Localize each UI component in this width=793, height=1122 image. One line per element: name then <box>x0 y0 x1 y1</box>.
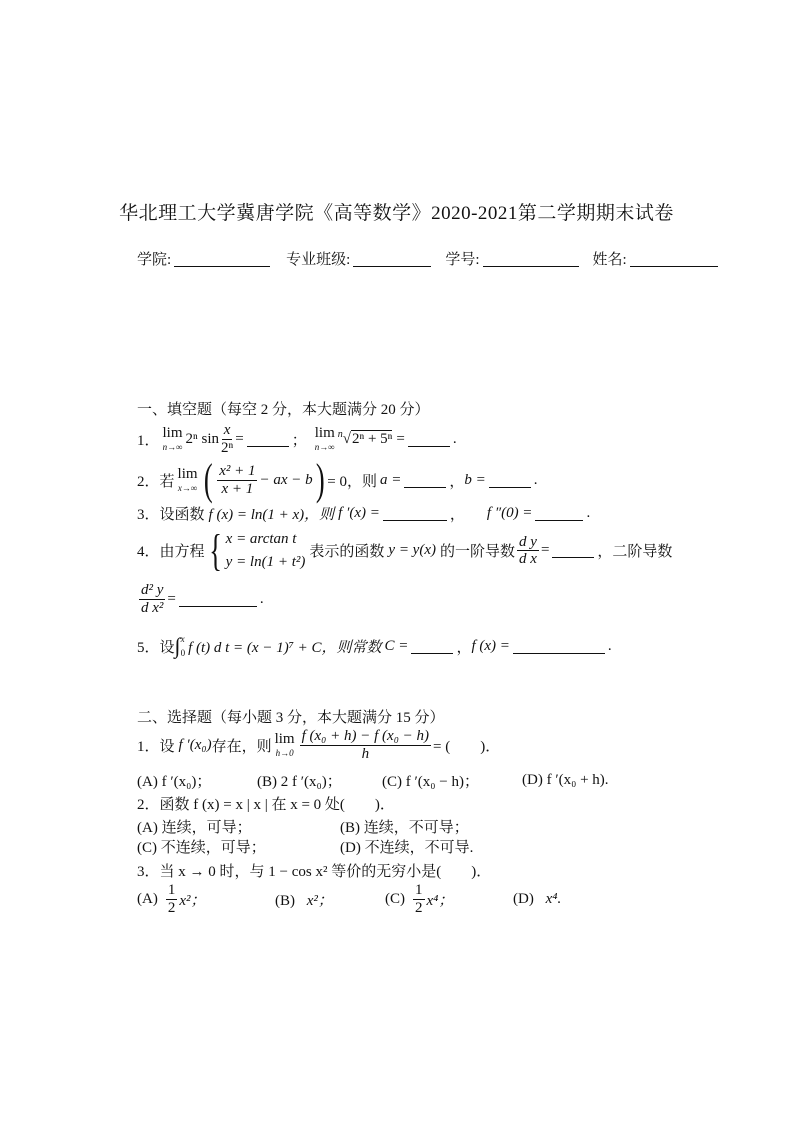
s1-question-3 <box>137 503 590 524</box>
upper-limit: x <box>180 634 185 644</box>
lim-text: lim <box>314 425 335 441</box>
lim-sub: n→∞ <box>314 442 335 452</box>
denominator: 2 <box>415 899 423 916</box>
denominator: d x² <box>141 599 164 616</box>
expression: x²； <box>179 892 206 909</box>
section1-heading: 一、填空题（每空 2 分，本大题满分 20 分） <box>137 402 430 418</box>
radicand: 2ⁿ + 5ⁿ <box>351 431 393 447</box>
limit <box>178 467 198 493</box>
equals: = <box>540 542 550 558</box>
lim-sub: h→0 <box>275 748 294 758</box>
fx-label: f (x) = <box>471 637 510 654</box>
text: 由方程 <box>159 544 205 560</box>
s1-question-5 <box>137 632 612 661</box>
option-a <box>137 882 275 916</box>
denominator: x + 1 <box>221 480 254 497</box>
expression: − ax − b <box>259 471 313 488</box>
equals: = <box>396 430 405 447</box>
option-a: (A) 连续，可导； <box>137 820 252 836</box>
text: = ( )． <box>433 738 501 755</box>
denominator: 2ⁿ <box>221 439 234 456</box>
text: 表示的函数 <box>309 544 385 560</box>
numerator: x² + 1 <box>219 463 256 479</box>
expression: f (x) = ln(1 + x)，则 <box>208 507 335 523</box>
text: 若 <box>159 473 175 490</box>
page-title: 华北理工大学冀唐学院《高等数学》2020-2021第二学期期末试卷 <box>119 203 674 224</box>
text: = 0，则 <box>327 473 378 490</box>
s2-q1-options <box>137 770 609 791</box>
left-paren: ( <box>203 455 213 504</box>
lim-sub: x→∞ <box>177 483 198 493</box>
option-label: (B) <box>275 892 295 909</box>
text: 设 <box>159 639 175 656</box>
integral-icon: ∫ <box>174 633 181 659</box>
lim-text: lim <box>177 466 198 482</box>
limit <box>163 426 183 452</box>
name-blank <box>630 250 718 267</box>
option-d: (D) 不连续，不可导. <box>340 840 474 856</box>
fraction <box>217 463 257 497</box>
option-c: (C) 不连续，可导； <box>137 840 266 856</box>
question-number: 5． <box>137 639 160 656</box>
expression: x⁴； <box>426 892 454 909</box>
option-b: (B) 连续，不可导； <box>340 820 469 836</box>
denominator: 2 <box>167 899 176 916</box>
fraction <box>413 882 425 916</box>
period: . <box>259 590 264 607</box>
option-b <box>275 889 385 910</box>
s2-q2-options-ab <box>137 816 469 837</box>
equation: x = arctan t <box>225 531 297 547</box>
answer-blank <box>179 592 257 607</box>
name-label: 姓名: <box>592 252 627 268</box>
answer-blank <box>247 432 289 447</box>
option-b: (B) 2 f ′(x₀)； <box>257 774 342 790</box>
lim-text: lim <box>274 731 295 747</box>
root-index: n <box>337 428 343 440</box>
expression: f ′(x) = <box>338 505 380 521</box>
student-info-row <box>137 248 721 269</box>
s2-question-3: 3．当 x → 0 时，与 1 − cos x² 等价的无穷小是( )． <box>137 864 492 880</box>
radical-icon: √ <box>342 430 351 447</box>
limit <box>315 426 335 452</box>
option-label: (D) <box>513 890 534 907</box>
question-number: 1． <box>137 432 160 449</box>
s1-question-1 <box>137 422 457 456</box>
equation: y = ln(1 + t²) <box>225 553 306 570</box>
lim-sub: n→∞ <box>162 442 183 452</box>
b-label: b = <box>464 471 486 488</box>
expression: x⁴. <box>545 890 562 907</box>
answer-blank <box>404 473 446 488</box>
numerator: f (x₀ + h) − f (x₀ − h) <box>301 728 430 744</box>
answer-blank <box>535 506 583 521</box>
expression: y = y(x) <box>388 542 436 558</box>
college-label: 学院: <box>137 252 172 268</box>
question-number: 2． <box>137 473 160 490</box>
denominator: d x <box>519 551 537 567</box>
expression: f (t) d t = (x − 1)⁷ + C，则常数 <box>188 639 382 656</box>
period: . <box>533 471 538 488</box>
period: . <box>452 430 457 447</box>
fraction <box>517 534 539 568</box>
fraction <box>221 422 233 456</box>
option-label: (A) <box>137 890 158 907</box>
separator: ， <box>449 473 465 490</box>
equation-system <box>226 528 306 573</box>
option-c: (C) f ′(x₀ − h)； <box>382 774 479 790</box>
lower-limit: 0 <box>180 648 186 659</box>
class-label: 专业班级: <box>286 252 351 268</box>
fraction <box>166 882 178 916</box>
fraction <box>300 728 431 762</box>
college-blank <box>174 250 270 267</box>
expression: 2ⁿ sin <box>185 430 220 447</box>
option-a: (A) f ′(x₀)； <box>137 774 212 790</box>
id-label: 学号: <box>445 252 480 268</box>
s2-question-1 <box>137 728 500 762</box>
s2-q3-options <box>137 882 561 916</box>
expression: x²； <box>306 892 333 909</box>
separator: ； <box>291 432 307 449</box>
answer-blank <box>383 506 447 521</box>
answer-blank <box>411 639 453 654</box>
integral-limits <box>181 632 186 661</box>
right-paren: ) <box>315 455 325 504</box>
numerator: 1 <box>415 882 423 898</box>
separator: ， <box>456 639 472 656</box>
question-number: 4． <box>137 544 160 560</box>
answer-blank <box>489 473 531 488</box>
equals: = <box>167 590 176 607</box>
numerator: d² y <box>141 582 164 598</box>
denominator: h <box>361 745 370 762</box>
option-d <box>513 891 561 908</box>
numerator: x <box>223 422 231 438</box>
text: 1．设 <box>137 738 175 755</box>
numerator: 1 <box>167 882 176 898</box>
section2-heading: 二、选择题（每小题 3 分，本大题满分 15 分） <box>137 710 445 726</box>
left-brace: { <box>208 525 222 575</box>
s2-question-2: 2．函数 f (x) = x | x | 在 x = 0 处( )． <box>137 797 395 813</box>
a-label: a = <box>380 471 402 488</box>
text: 设函数 <box>159 507 205 523</box>
answer-blank <box>513 639 605 654</box>
equals: = <box>235 430 244 447</box>
limit <box>275 732 295 758</box>
answer-blank <box>408 432 450 447</box>
text: ，二阶导数 <box>597 544 673 560</box>
text: 存在，则 <box>211 738 272 755</box>
lim-text: lim <box>162 425 183 441</box>
s1-question-4-cont <box>137 582 264 616</box>
answer-blank <box>552 543 594 558</box>
option-label: (C) <box>385 890 405 907</box>
expression: f ″(0) = <box>486 505 533 521</box>
period: . <box>586 505 591 521</box>
s1-question-4 <box>137 525 673 575</box>
text: 的一阶导数 <box>440 544 516 560</box>
separator: ， <box>449 507 465 523</box>
question-number: 3． <box>137 507 160 523</box>
class-blank <box>353 250 431 267</box>
expression: f ′(x₀) <box>178 736 212 753</box>
c-label: C = <box>384 637 409 654</box>
id-blank <box>483 250 579 267</box>
option-d: (D) f ′(x₀ + h). <box>522 772 609 788</box>
option-c <box>385 882 513 916</box>
period: . <box>607 637 612 654</box>
s2-q2-options-cd <box>137 836 473 857</box>
numerator: d y <box>519 533 537 550</box>
s1-question-2 <box>137 455 538 504</box>
fraction <box>139 582 165 616</box>
